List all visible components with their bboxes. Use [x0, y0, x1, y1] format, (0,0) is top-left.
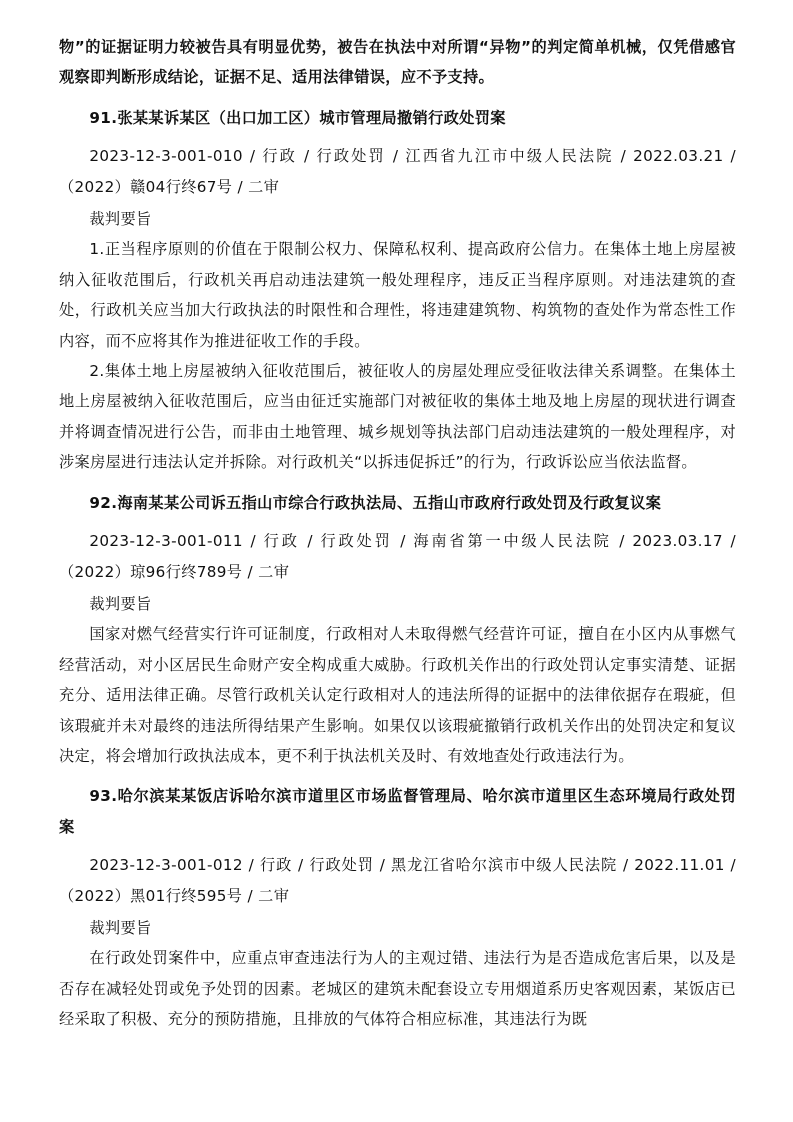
- gist-label: 裁判要旨: [89, 918, 152, 937]
- gist-label: 裁判要旨: [89, 594, 152, 613]
- case-title: 92.海南某某公司诉五指山市综合行政执法局、五指山市政府行政处罚及行政复议案: [89, 493, 662, 512]
- case-91: [59, 103, 736, 478]
- gist-label: 裁判要旨: [89, 210, 152, 229]
- gist-paragraph: 2.集体土地上房屋被纳入征收范围后，被征收人的房屋处理应受征收法律关系调整。在集体土地上房屋被纳入征收范围后，应当由征迁实施部门对被征收的集体土地及地上房屋的现状进行调查并将调查情况进行公告，而非由土地管理、城乡规划等执法部门启动违法建筑的一般处理程序，对涉案房屋进行违法认定并拆除。对行政机关“以拆违促拆迁”的行为，行政诉讼应当依法监督。: [59, 362, 736, 472]
- case-92: [59, 488, 736, 772]
- gist-paragraph: 在行政处罚案件中，应重点审查违法行为人的主观过错、违法行为是否造成危害后果，以及是否存在减轻处罚或免予处罚的因素。老城区的建筑未配套设立专用烟道系历史客观因素，某饭店已经采取了积极、充分的预防措施，且排放的气体符合相应标准，其违法行为既: [59, 949, 736, 1029]
- case-meta: 2023-12-3-001-011 / 行政 / 行政处罚 / 海南省第一中级人民法院 / 2023.03.17 / （2022）琼96行终789号 / 二审: [59, 532, 736, 581]
- gist-paragraph: 国家对燃气经营实行许可证制度，行政相对人未取得燃气经营许可证，擅自在小区内从事燃气经营活动，对小区居民生命财产安全构成重大威胁。行政机关作出的行政处罚认定事实清楚、证据充分、适用法律正确。尽管行政机关认定行政相对人的违法所得的证据中的法律依据存在瑕疵，但该瑕疵并未对最终的违法所得结果产生影响。如果仅以该瑕疵撤销行政机关作出的处罚决定和复议决定，将会增加行政执法成本，更不利于执法机关及时、有效地查处行政违法行为。: [59, 625, 736, 765]
- case-meta: 2023-12-3-001-010 / 行政 / 行政处罚 / 江西省九江市中级人民法院 / 2022.03.21 / （2022）赣04行终67号 / 二审: [59, 147, 736, 196]
- intro-paragraph: 物”的证据证明力较被告具有明显优势，被告在执法中对所谓“异物”的判定简单机械，仅凭借感官观察即判断形成结论，证据不足、适用法律错误，应不予支持。: [59, 38, 736, 87]
- document-page: [59, 32, 736, 1035]
- case-title: 93.哈尔滨某某饭店诉哈尔滨市道里区市场监督管理局、哈尔滨市道里区生态环境局行政处罚案: [59, 787, 736, 836]
- case-meta: 2023-12-3-001-012 / 行政 / 行政处罚 / 黑龙江省哈尔滨市中级人民法院 / 2022.11.01 / （2022）黑01行终595号 / 二审: [59, 856, 736, 905]
- case-title: 91.张某某诉某区（出口加工区）城市管理局撤销行政处罚案: [89, 108, 506, 127]
- case-93: [59, 781, 736, 1034]
- gist-paragraph: 1.正当程序原则的价值在于限制公权力、保障私权利、提高政府公信力。在集体土地上房屋被纳入征收范围后，行政机关再启动违法建筑一般处理程序，违反正当程序原则。对违法建筑的查处，行政机关应当加大行政执法的时限性和合理性，将违建建筑物、构筑物的查处作为常态性工作内容，而不应将其作为推进征收工作的手段。: [59, 240, 736, 350]
